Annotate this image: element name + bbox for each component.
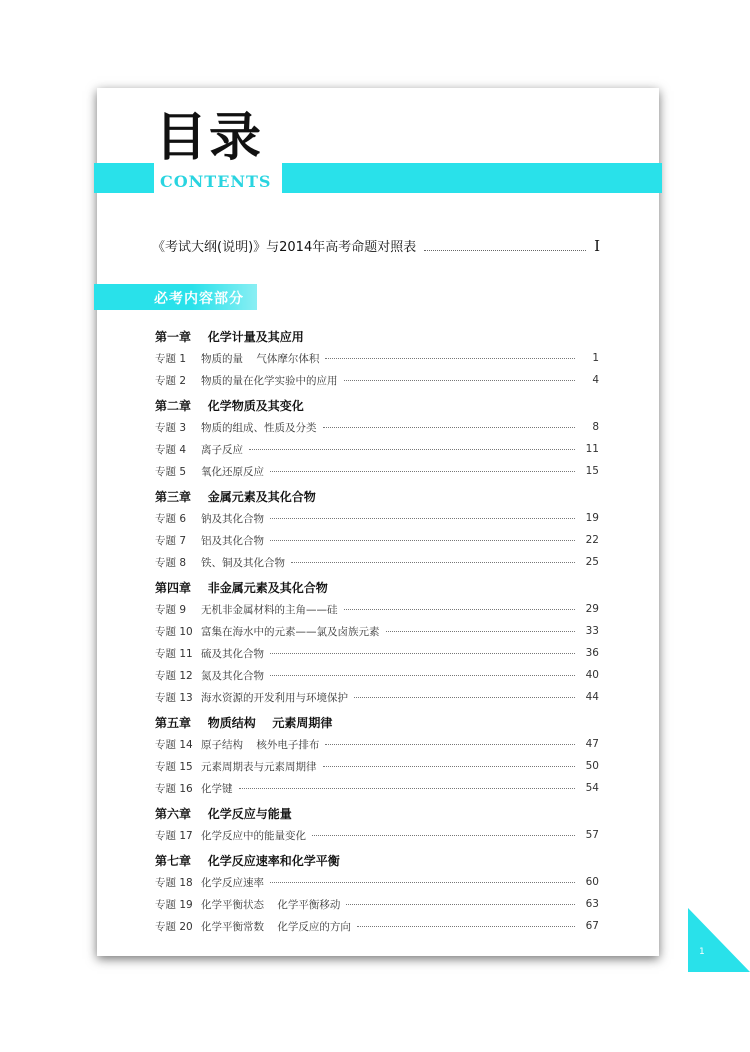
topic-page: 1	[592, 352, 599, 364]
leader-dots	[270, 518, 575, 519]
toc-entry[interactable]	[155, 915, 599, 937]
leader-dots	[386, 631, 576, 632]
chapter-heading[interactable]: 第七章 化学反应速率和化学平衡	[155, 854, 340, 868]
corner-triangle	[688, 908, 750, 972]
topic-number: 专题 16	[155, 782, 193, 795]
topic-number: 专题 6	[155, 512, 187, 525]
topic-number: 专题 8	[155, 556, 187, 569]
leader-dots	[291, 562, 575, 563]
topic-page: 67	[585, 920, 599, 932]
topic-page: 57	[585, 829, 599, 841]
toc-entry[interactable]	[155, 507, 599, 529]
section-banner	[94, 284, 257, 310]
topic-title: 化学平衡状态 化学平衡移动	[201, 898, 341, 911]
topic-number: 专题 1	[155, 352, 187, 365]
leader-dots	[270, 653, 575, 654]
chapter-heading[interactable]: 第五章 物质结构 元素周期律	[155, 716, 333, 730]
leader-dots	[325, 744, 575, 745]
toc-entry[interactable]	[155, 416, 599, 438]
topic-title: 原子结构 核外电子排布	[201, 738, 320, 751]
chapter-heading[interactable]: 第二章 化学物质及其变化	[155, 399, 304, 413]
topic-number: 专题 14	[155, 738, 193, 751]
topic-title: 富集在海水中的元素——氯及卤族元素	[201, 625, 380, 638]
leader-dots	[270, 675, 575, 676]
topic-page: 11	[585, 443, 599, 455]
topic-number: 专题 15	[155, 760, 193, 773]
leader-dots	[239, 788, 576, 789]
topic-number: 专题 10	[155, 625, 193, 638]
topic-title: 铁、铜及其化合物	[201, 556, 285, 569]
topic-title: 物质的量在化学实验中的应用	[201, 374, 338, 387]
topic-number: 专题 19	[155, 898, 193, 911]
chapter-heading[interactable]: 第六章 化学反应与能量	[155, 807, 292, 821]
topic-page: 33	[585, 625, 599, 637]
leader-dots	[270, 882, 575, 883]
topic-title: 物质的组成、性质及分类	[201, 421, 317, 434]
toc-entry[interactable]	[155, 733, 599, 755]
intro-page: I	[594, 237, 600, 255]
topic-title: 海水资源的开发利用与环境保护	[201, 691, 348, 704]
leader-dots	[270, 471, 575, 472]
topic-number: 专题 9	[155, 603, 187, 616]
topic-title: 氮及其化合物	[201, 669, 264, 682]
leader-dots	[354, 697, 575, 698]
toc-entry[interactable]	[155, 347, 599, 369]
topic-number: 专题 7	[155, 534, 187, 547]
topic-title: 化学平衡常数 化学反应的方向	[201, 920, 351, 933]
leader-dots	[424, 250, 586, 251]
leader-dots	[344, 380, 576, 381]
leader-dots	[323, 427, 576, 428]
toc-entry[interactable]	[155, 893, 599, 915]
toc-entry[interactable]	[155, 664, 599, 686]
toc-entry[interactable]	[155, 642, 599, 664]
chapter-heading[interactable]: 第四章 非金属元素及其化合物	[155, 581, 328, 595]
leader-dots	[312, 835, 575, 836]
leader-dots	[325, 358, 575, 359]
topic-title: 化学反应中的能量变化	[201, 829, 306, 842]
page-title: 目录	[155, 108, 264, 168]
topic-page: 60	[585, 876, 599, 888]
topic-title: 钠及其化合物	[201, 512, 264, 525]
leader-dots	[249, 449, 575, 450]
topic-page: 44	[585, 691, 599, 703]
topic-title: 化学反应速率	[201, 876, 264, 889]
intro-entry[interactable]	[152, 236, 600, 255]
topic-title: 硫及其化合物	[201, 647, 264, 660]
topic-number: 专题 3	[155, 421, 187, 434]
topic-title: 离子反应	[201, 443, 243, 456]
topic-number: 专题 11	[155, 647, 193, 660]
topic-title: 物质的量 气体摩尔体积	[201, 352, 320, 365]
topic-page: 19	[585, 512, 599, 524]
toc-entry[interactable]	[155, 438, 599, 460]
topic-page: 15	[585, 465, 599, 477]
topic-number: 专题 18	[155, 876, 193, 889]
leader-dots	[323, 766, 576, 767]
topic-page: 8	[592, 421, 599, 433]
corner-page-number: 1	[699, 947, 705, 957]
section-label: 必考内容部分	[154, 291, 244, 307]
toc-entry[interactable]	[155, 369, 599, 391]
toc-entry[interactable]	[155, 460, 599, 482]
topic-number: 专题 17	[155, 829, 193, 842]
topic-number: 专题 13	[155, 691, 193, 704]
leader-dots	[346, 904, 575, 905]
toc-entry[interactable]	[155, 755, 599, 777]
document-page	[97, 88, 659, 956]
page-subtitle: CONTENTS	[160, 172, 272, 191]
chapter-heading[interactable]: 第三章 金属元素及其化合物	[155, 490, 316, 504]
leader-dots	[357, 926, 575, 927]
topic-page: 40	[585, 669, 599, 681]
topic-page: 22	[585, 534, 599, 546]
topic-number: 专题 20	[155, 920, 193, 933]
topic-title: 元素周期表与元素周期律	[201, 760, 317, 773]
topic-title: 化学键	[201, 782, 233, 795]
chapter-heading[interactable]: 第一章 化学计量及其应用	[155, 330, 304, 344]
intro-title: 《考试大纲(说明)》与2014年高考命题对照表	[152, 240, 417, 255]
toc-entry[interactable]	[155, 686, 599, 708]
toc-entry[interactable]	[155, 551, 599, 573]
title-band-left	[94, 163, 154, 193]
topic-page: 25	[585, 556, 599, 568]
topic-number: 专题 12	[155, 669, 193, 682]
topic-page: 50	[585, 760, 599, 772]
topic-number: 专题 2	[155, 374, 187, 387]
topic-page: 54	[585, 782, 599, 794]
corner-page-tab	[688, 908, 750, 972]
topic-page: 4	[592, 374, 599, 386]
leader-dots	[344, 609, 576, 610]
toc-entry[interactable]	[155, 598, 599, 620]
topic-title: 铝及其化合物	[201, 534, 264, 547]
toc-entry[interactable]	[155, 824, 599, 846]
topic-page: 36	[585, 647, 599, 659]
toc-entry[interactable]	[155, 871, 599, 893]
topic-title: 无机非金属材料的主角——硅	[201, 603, 338, 616]
topic-number: 专题 5	[155, 465, 187, 478]
topic-number: 专题 4	[155, 443, 187, 456]
table-of-contents	[155, 322, 599, 937]
toc-entry[interactable]	[155, 777, 599, 799]
topic-page: 47	[585, 738, 599, 750]
toc-entry[interactable]	[155, 620, 599, 642]
topic-page: 29	[585, 603, 599, 615]
topic-title: 氧化还原反应	[201, 465, 264, 478]
topic-page: 63	[585, 898, 599, 910]
toc-entry[interactable]	[155, 529, 599, 551]
leader-dots	[270, 540, 575, 541]
